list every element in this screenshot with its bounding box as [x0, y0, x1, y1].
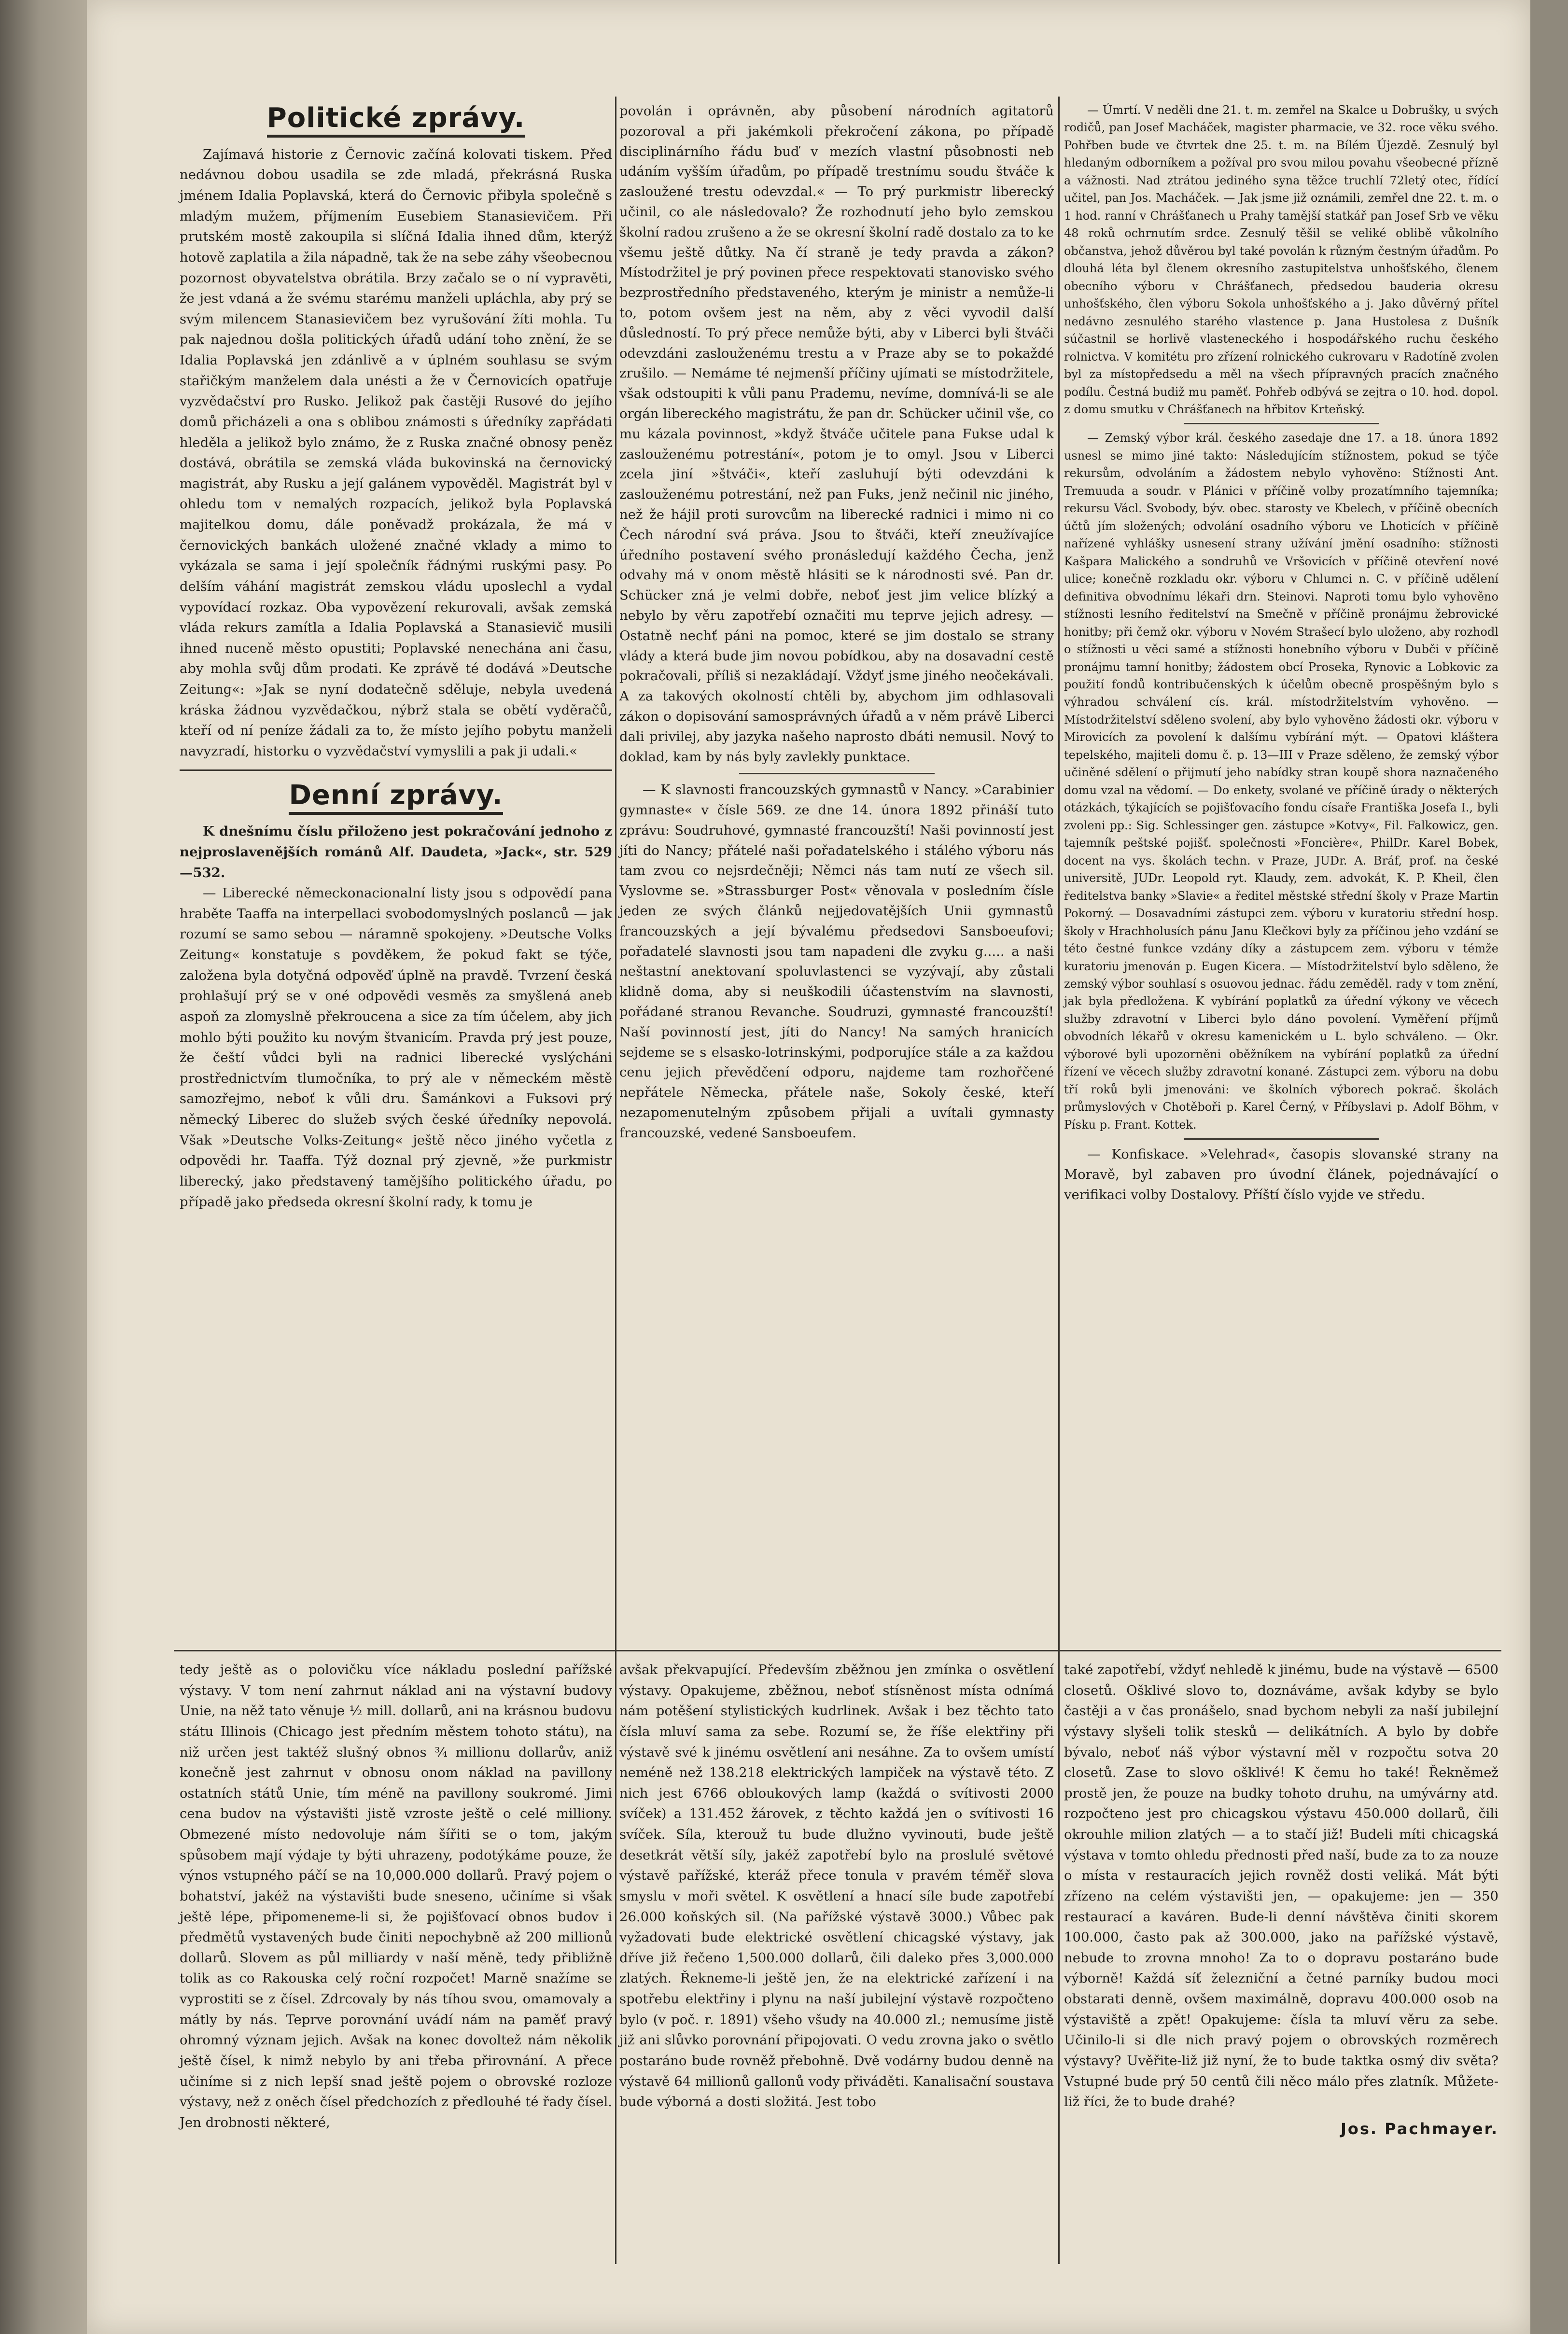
column-rule-2 [1058, 97, 1060, 2264]
denni-zpravy-article: — Liberecké německonacionalní listy jsou s odpovědí pana hraběte Taaffa na interpellaci svobodomyslných poslanců — jak rozumí se samo sebou — náramně spokojeny. »Deutsche Volks Zeitung« konstatuje s povděkem, že pokud fakt se týče, založena byla dotyčná odpověď úplně na pravdě. Tvrzení česká prohlašují prý se v oné odpovědi vesměs za smyšlená aneb aspoň za zlomyslně překroucena a sice za tím účelem, aby jich mohlo býti použito ku novým štvanicím. Pravda prý jest pouze, že čeští vůdci byli na radnici liberecké vyslýcháni prostřednictvím tlumočníka, to prý ale v německém městě samozřejmo, neboť k vůli dru. Šamánkovi a Fuksovi prý německý Liberec do služeb svých české úředníky nepovolá. Však »Deutsche Volks-Zeitung« ještě něco jiného vyčetla z odpovědi hr. Taaffa. Týž doznal prý zjevně, »že purkmistr liberecký, jako představený tamějšího politického úřadu, po případě jako předseda okresní školní rady, k tomu je [180, 885, 612, 1210]
author-signature: Jos. Pachmayer. [1340, 2119, 1498, 2138]
article-divider [739, 773, 935, 774]
politicke-zpravy-heading: Politické zprávy. [180, 98, 612, 140]
zemsky-vybor-article: — Zemský výbor král. českého zasedaje dne 17. a 18. února 1892 usnesl se mimo jiné takto: Následujícím stížnostem, pokud se týče rekursům, odvoláním a žádostem nebylo vyhověno: Stížnosti Ant. Tremuuda a soudr. v Plánici v příčině volby prozatímního tajemníka; rekursu Václ. Svobody, býv. obec. starosty ve Kbelech, v příčině obecních účtů jím složených; odvolání osadního výboru ve Lhoticích v příčině nařízené vyhlášky usnesení strany užívání jmění osadního: stížnosti Kašpara Malického a sondruhů ve Vršovicích v příčině otevření nové ulice; konečně rozkladu okr. výboru v Chlumci n. C. v příčině udělení definitiva obvodnímu lékaři drn. Steinovi. Naproti tomu bylo vyhověno stížnosti lesního ředitelství na Smečně v příčině pronájmu žebrovické honitby; při čemž okr. výboru v Novém Strašecí bylo uloženo, aby rozhodl o stížnosti u věci samé a stížnosti honebního výboru v Dubči v příčině pronájmu tamní honitby; žádostem obcí Proseka, Rynovic a Lobkovic za použití fondů kontribučenských k účelům obecně prospěšným bylo s výhradou schválení cís. král. místodržitelstvím vyhověno. — Místodržitelství sděleno svolení, aby bylo vyhověno žádosti okr. výboru v Mirovicích za povolení k dalšímu vybírání mýt. — Opatovi kláštera tepelského, majiteli domu č. p. 13—III v Praze sděleno, že zemský výbor učiněné sdělení o přijmutí jeho nabídky stran koupě shora naznačeného domu vzal na vědomí. — Do enkety, svolané ve příčině úrady o některých otázkách, týkajících se pojišťovacího fondu císaře Františka Josefa I., byli zvoleni pp.: Sig. Schlessinger gen. zástupce »Kotvy«, Fil. Falkowicz, gen. tajemník peštské pojišť. společnosti »Foncière«, PhilDr. Karel Bobek, docent na vys. školách techn. v Praze, JUDr. A. Bráf, prof. na české universitě, JUDr. Leopold ryt. Klaudy, zem. advokát, K. P. Kheil, člen ředitelstva banky »Slavie« a ředitel městské střední školy v Praze Martin Pokorný. — Dosavadními zástupci zem. výboru v kuratoriu střední hosp. školy v Hrachholusích pánu Janu Klečkovi byly za příčinou jeho vzdání se této čestné funkce vzdány díky a zástupcem zem. výboru v témže kuratoriu jmenován p. Eugen Kicera. — Místodržitelství bylo sděleno, že zemský výbor souhlasí s osuovou jednac. řádu zeměděl. rady v tom znění, jak byla předložena. K vybírání poplatků za úřední výkony ve věcech služby zdravotní v Liberci bylo dáno povolení. Vyměření příjmů obvodních lékařů v okresu kamenickém u L. bylo schváleno. — Okr. výborové byli upozorněni oběžníkem na vybírání poplatků za úřední řízení ve věcech služby zdravotní konané. Zástupci zem. výboru na dobu tří roků byli jmenováni: ve školních výborech pokrač. školách průmyslových v Chotěboři p. Karel Černý, v Příbyslavi p. Adolf Böhm, v Písku p. Frant. Kottek. [1064, 431, 1498, 1132]
denni-zpravy-intro: K dnešnímu číslu přiloženo jest pokračování jednoho z nejproslavenějších románů Alf. Daudeta, »Jack«, str. 529—532. [180, 824, 612, 880]
feuilleton-text-2: avšak překvapující. Především zběžnou jen zmínka o osvětlení výstavy. Opakujeme, zběžnou, neboť stísněnost místa odnímá nám potěšení stylistických kudrlinek. Avšak i bez těchto tato čísla mluví sama za sebe. Rozumí se, že říše elektřiny při výstavě své k jinému osvětlení ani nesáhne. Za to ovšem umístí neméně než 138.218 elektrických lampiček na výstavě této. Z nich jest 6766 obloukových lamp (každá o svítivosti 2000 svíček) a 131.452 žárovek, z těchto každá jen o svítivosti 16 svíček. Síla, kterouž tu bude dlužno vyvinouti, bude ještě desetkrát větší síly, jakéž zapotřebí bylo na proslulé světové výstavě pařížské, kteráž přece tonula v pravém téměř slova smyslu v moři světel. K osvětlení a hnací síle bude zapotřebí 26.000 koňských sil. (Na pařížské výstavě 3000.) Vůbec pak vyžadovati bude elektrické osvětlení chicagské výstavy, jak dříve již řečeno 1,500.000 dollarů, čili daleko přes 3,000.000 zlatých. Řekneme-li ještě jen, že na elektrické zařízení i na spotřebu elektřiny i plynu na naší jubilejní výstavě rozpočteno bylo (v poč. r. 1891) všeho všudy na 40.000 zl.; nemusíme jistě již ani slůvko porovnání připojovati. O vedu zrovna jako o světlo postaráno bude rovněž přebohně. Dvě vodárny budou denně na výstavě 64 millionů gallonů vody přiváděti. Kanalisační soustava bude výborná a dosti složitá. Jest tobo [619, 1662, 1054, 2110]
feuilleton-column-1 [180, 1660, 612, 2133]
column-rule-1 [615, 97, 616, 2264]
article-divider [1184, 423, 1379, 424]
page-binding-edge [0, 0, 87, 2334]
column-3 [1064, 101, 1498, 1205]
article-divider [1184, 1138, 1379, 1140]
column-1 [180, 95, 612, 1212]
column-2-continued-article: povolán i oprávněn, aby působení národních agitatorů pozoroval a při jakémkoli překročení zákona, po případě disciplinárního řádu buď v mezích vlastní působnosti neb udáním vyšším úřadům, po případě trestnímu soudu štváče k zasloužené trestu odevzdal.« — To prý purkmistr liberecký učinil, co ale následovalo? Že rozhodnutí jeho bylo zemskou školní radou zrušeno a že se okresní školní radě dostalo za to ke všemu ještě důtky. Na čí straně je tedy pravda a zákon? Místodržitel je prý povinen přece respektovati stanovisko svého bezprostředního představeného, kterým je ministr a nemůže-li to, potom ovšem jest na něm, aby z věci vyvodil další důsledností. To prý přece nemůže býti, aby v Liberci byli štváči odevzdáni zaslouženému trestu a v Praze aby se to pokaždé zrušilo. — Nemáme té nejmenší příčiny ujímati se místodržitele, však odstoupiti k vůli panu Prademu, nevíme, domnívá-li se ale orgán libereckého magistrátu, že pan dr. Schücker učinil vše, co mu kázala povinnost, »když štváče učitele pana Fukse udal k zaslouženému potrestání«, potom je to omyl. Jsou v Liberci zcela jiní »štváči«, kteří zasluhují býti odevzdáni k zaslouženému potrestání, než pan Fuks, jenž nečinil nic jiného, než že hájil proti surovcům na liberecké radnici i mimo ni co Čech národní svá práva. Jsou to štváči, kteří zneužívajíce úředního postavení svého pronásledují každého Čecha, jenž odvahy má v onom městě hlásiti se k národnosti své. Pan dr. Schücker zná je velmi dobře, neboť jest jim velice blízký a nebylo by věru zapotřebí označiti mu teprve jejich adresy. — Ostatně nechť páni na pomoc, které se jim dostalo se strany vlády a která bude jim novou pobídkou, aby na dosavadní cestě pokračovali, příliš si nezakládají. Vždyť jsme jiného neočekávali. A za takových okolností chtěli by, abychom jim odhlasovali zákon o dopisování samosprávných úřadů a v něm právě Liberci dali privilej, aby jazyka našeho naprosto dbáti nemusil. Nový to doklad, kam by nás byly zavlekly punktace. [619, 103, 1054, 765]
feuilleton-column-3 [1064, 1660, 1498, 2141]
section-divider [180, 769, 612, 771]
denni-zpravy-heading: Denní zprávy. [180, 775, 612, 817]
politicke-zpravy-article: Zajímavá historie z Černovic začíná kolovati tiskem. Před nedávnou dobou usadila se zde mladá, překrásná Ruska jménem Idalia Poplavská, která do Černovic přibyla společně s mladým mužem, příjmením Eusebiem Stanasievičem. Při prutském mostě zakoupila si slíčná Idalia ihned dům, kterýž hotově zaplatila a žila nápadně, tak že na sebe záhy všeobecnou pozornost obyvatelstva obrátila. Brzy začalo se o ní vypravěti, že jest vdaná a že svému starému manželi upláchla, aby prý se svým milencem Stanasievičem bez vyrušování žíti mohla. Tu pak najednou došla politických úřadů udání toho znění, že se Idalia Poplavská jen zdánlivě a v úplném souhlasu se svým stařičkým manželem dala unésti a že v Černovicích opatřuje vyzvědačství pro Rusko. Jelikož pak častěji Rusové do jejího domů přicházeli a ona s oblibou známosti s úředníky zapřádati hleděla a jelikož bylo známo, že z Ruska značné obnosy peněz dostává, obrátila se zemská vláda bukovinská na černovický magistrát, aby Rusku a její galánem vypověděl. Magistrát byl v ohledu tom v nemalých rozpacích, jelikož byla Poplavská majitelkou domu, dále poněvadž prokázala, že má v černovických bankách uložené značné vklady a mimo to vykázala se sama i její společník řádnými ruskými pasy. Po delším váhání magistrát zemskou vládu uposlechl a vydal vypovídací rozkaz. Oba vypovězení rekurovali, avšak zemská vláda rekurs zamítla a Idalia Poplavská a Stanasievič musili ihned nuceně město opustiti; Poplavské nenechána ani času, aby mohla svůj dům prodati. Ke zprávě té dodává »Deutsche Zeitung«: »Jak se nyní dodatečně sděluje, nebyla uvedená kráska žádnou vyzvědačkou, nýbrž stala se obětí vyděračů, kteří od ní peníze žádali za to, že místo jejího pobytu manželi navyzradí, historku o vyzvědačství vymyslili a pak ji udali.« [180, 146, 612, 759]
feuilleton-text-1: tedy ještě as o polovičku více nákladu poslední pařížské výstavy. V tom není zahrnut náklad ani na výstavní budovy Unie, na něž tato věnuje ½ mill. dollarů, ani na krásnou budovu státu Illinois (Chicago jest předním městem tohoto státu), na niž určen jest taktéž slušný obnos ¾ millionu dollarův, aniž konečně jest zahrnut v obnosu onom náklad na pavillony ostatních států Unie, tím méně na pavillony soukromé. Jimi cena budov na výstavišti jistě vzroste ještě o celé milliony. Obmezené místo nedovoluje nám šířiti se o tom, jakým spůsobem mají výdaje ty býti uhrazeny, podotýkáme pouze, že výnos vstupného páčí se na 10,000.000 dollarů. Pravý pojem o bohatství, jakéž na výstavišti bude sneseno, učiníme si však ještě lépe, připomeneme-li si, že pojišťovací obnos budov i předmětů vystavených bude činiti nepochybně až 200 millionů dollarů. Slovem as půl milliardy v naší měně, tedy přibližně tolik as co Rakouska celý roční rozpočet! Marně snažíme se vyprostiti se z čísel. Zdrcovaly by nás tíhou svou, omamovaly a mátly by nás. Teprve porovnání uvádí nám na paměť pravý ohromný význam jejich. Avšak na konec dovoltež nám několik ještě čísel, k nimž nebylo by ani třeba přirovnání. A přece učiníme si z nich lepší snad ještě pojem o obrovské rozloze výstavy, než z oněch čísel předchozích z předlouhé té řady čísel. Jen drobnosti některé, [180, 1662, 612, 2130]
feuilleton-text-3: také zapotřebí, vždyť nehledě k jinému, bude na výstavě — 6500 closetů. Ošklivé slovo to, doznáváme, avšak kdyby se bylo častěji a v čas pronášelo, snad bychom nebyli za naší jubilejní výstavy slyšeli tolik stesků — delikátních. A bylo by dobře bývalo, neboť náš výbor výstavní měl v rozpočtu sotva 20 closetů. Zase to slovo ošklivé! K čemu ho také! Řekněmež prostě jen, že pouze na budky tohoto druhu, na umývárny atd. rozpočteno jest pro chicagskou výstavu 450.000 dollarů, čili okrouhle milion zlatých — a to stačí již! Budeli míti chicagská výstava v tomto ohledu přednosti před naší, bude za to za nouze o místa v restauracích jejich rovněž dosti veliká. Mát býti zřízeno na celém výstavišti jen, — opakujeme: jen — 350 restaurací a kaváren. Bude-li denní návštěva činiti skorem 100.000, často pak až 300.000, jako na pařížské výstavě, nebude to zrovna mnoho! Za to o dopravu postaráno bude výborně! Každá síť železniční a četné parníky budou moci obstarati denně, ovšem maximálně, dopravu 400.000 osob na výstaviště a zpět! Opakujeme: čísla ta mluví věru za sebe. Učinilo-li si dle nich pravý pojem o obrovských rozměrech výstavy? Uvěřite-liž již nyní, že to bude taktka osmý div světa? Vstupné bude prý 50 centů čili něco málo přes zlatník. Můžete-liž říci, že to bude drahé? [1064, 1662, 1498, 2110]
feuilleton-separator [174, 1650, 1501, 1651]
konfiskace-article: — Konfiskace. »Velehrad«, časopis slovanské strany na Moravě, byl zabaven pro úvodní článek, pojednávající o verifikaci volby Dostalovy. Příští číslo vyjde ve středu. [1064, 1146, 1498, 1202]
umrti-article: — Úmrtí. V neděli dne 21. t. m. zemřel na Skalce u Dobrušky, u svých rodičů, pan Josef Macháček, magister pharmacie, ve 32. roce věku svého. Pohřben bude ve čtvrtek dne 25. t. m. na Bílém Újezdě. Zesnulý byl hledaným odborníkem a požíval pro svou milou povahu všeobecné přízně a vážnosti. Nad ztrátou jediného syna těžce truchlí 72letý otec, řídící učitel, pan Jos. Macháček. — Jak jsme již oznámili, zemřel dne 22. t. m. o 1 hod. ranní v Chrášťanech u Prahy tamější statkář pan Josef Srb ve věku 48 roků ochrnutím srdce. Zesnulý těšil se veliké oblibě vůkolního občanstva, jehož důvěrou byl také povolán k různým čestným úřadům. Po dlouhá léta byl členem okresního zastupitelstva unhošťského, členem obecního výboru v Chrášťanech, předsedou bauderia okresu unhošťského, člen výboru Sokola unhošťského a j. Jako důvěrný přítel nedávno zesnulého starého vlastence p. Jana Hustolesa z Dušník súčastnil se horlivě vlasteneckého i hospodářského ruchu českého rolnictva. V komitétu pro zřízení rolnického cukrovaru v Radotíně zvolen byl za místopředsedu a měl na všech přípravných pracích značného podílu. Čestná budiž mu paměť. Pohřeb odbývá se zejtra o 10. hod. dopol. z domu smutku v Chrášťanech na hřbitov Krteňský. [1064, 103, 1498, 416]
feuilleton-column-2 [619, 1660, 1054, 2112]
column-2 [619, 101, 1054, 1144]
nancy-gymnasts-article: — K slavnosti francouzských gymnastů v Nancy. »Carabinier gymnaste« v čísle 569. ze dne 14. února 1892 přináší tuto zprávu: Soudruhové, gymnasté francouzští! Naši povinností jest jíti do Nancy; přátelé naši pořadatelského i stálého výboru nás tam zvou co nejsrdečněji; Němci nás tam nutí ze všech sil. Vyslovme se. »Strassburger Post« věnovala v posledním čísle jeden ze svých článků nejjedovatějších Unii gymnastů francouzských a její bývalému předsedovi Sansboeufovi; pořadatelé slavnosti jsou tam napadeni dle zvyku g..... a naši neštastní anektovaní spoluvlastenci se vyzývají, aby zůstali klidně doma, aby si neuškodili účastenstvím na slavnosti, pořádané stranou Revanche. Soudruzi, gymnasté francouzští! Naší povinností jest, jíti do Nancy! Na samých hranicích sejdeme se s elsasko-lotrinskými, podporujíce stále a za každou cenu jejich převědčení odporu, najdeme tam rozhořčené nepřátele Německa, přátele naše, Sokoly české, kteří nezapomenutelným způsobem přijali a uvítali gymnasty francouzské, vedené Sansboeufem. [619, 782, 1054, 1141]
